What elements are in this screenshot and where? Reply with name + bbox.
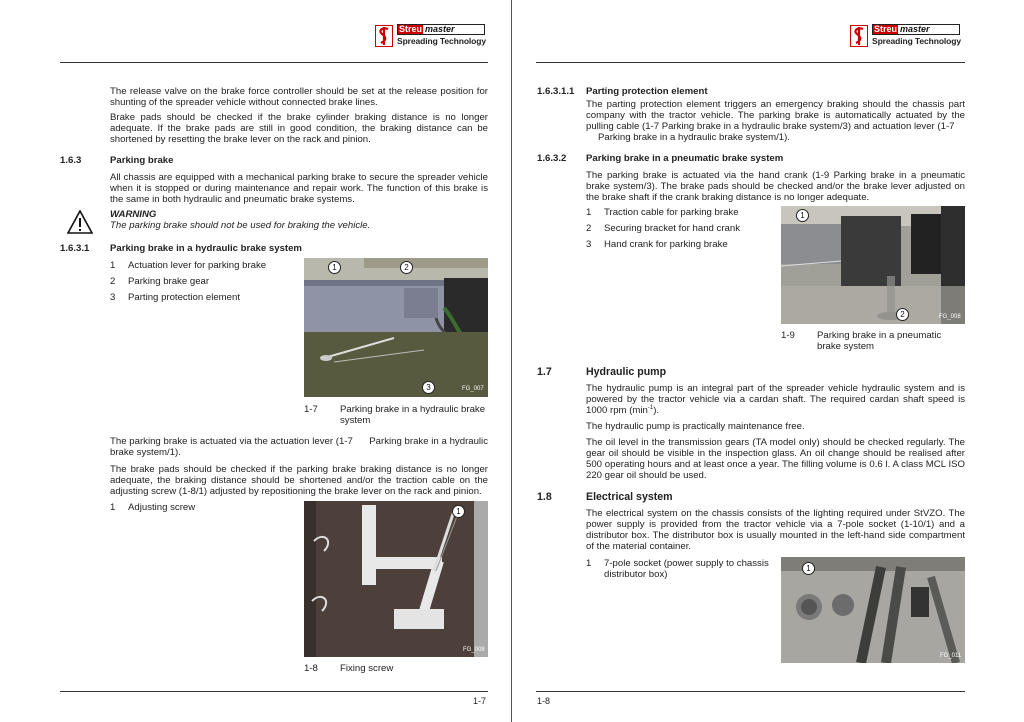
list-item: 1 Traction cable for parking brake [586, 207, 739, 218]
figure-caption-text: Parking brake in a pneumatic brake system [817, 330, 942, 353]
figure-id: FG_008 [939, 314, 961, 320]
para-pneumatic: The parking brake is actuated via the hand crank (1-9 Parking brake in a pneumatic brake system/3). The brake pads should be checked and/or the brake lever adjusted on the brake shaft if the crank braking distance is no longer adequate. [586, 170, 965, 204]
list-item: 3 Parting protection element [110, 292, 240, 304]
streumaster-logo-left [375, 24, 487, 50]
list-item: 2 Parking brake gear [110, 276, 210, 288]
para-pump-3: The oil level in the transmission gears (TA model only) should be checked regularly. The gear oil should be visible in the inspection glass. An oil change should be realised after 500 operating hours and at least once a year. The filling volume is 0.6 l. A class MCL ISO 220 gear oil should be used. [586, 437, 965, 482]
section-title-hydraulic-pump: Hydraulic pump [586, 366, 667, 378]
logo-brand: Streu master [397, 24, 485, 35]
figure-number: 1-8 [304, 663, 318, 674]
section-title-pneumatic-parking: Parking brake in a pneumatic brake system [586, 153, 784, 164]
warning-triangle-icon [67, 210, 93, 234]
figure-id: FG_011 [940, 653, 962, 659]
callout-2: 2 [896, 308, 909, 321]
page-spread-divider [511, 0, 512, 722]
logo-brand: Streu master [872, 24, 960, 35]
para-actuated: The parking brake is actuated via the actuation lever (1-7 Parking brake in a hydraulic brake system/1). [110, 436, 491, 459]
list-item: 1 7-pole socket (power supply to chassis distributor box) [586, 558, 769, 581]
section-title-parting-protection: Parting protection element [586, 86, 708, 97]
para-release-valve: The release valve on the brake force controller should be set at the release position for shunting of the spreader vehicle without connected brake lines. [110, 86, 488, 109]
figure-1-7-photo [304, 258, 488, 397]
callout-1: 1 [452, 505, 465, 518]
figure-caption-text: Parking brake in a hydraulic brake system [340, 404, 486, 427]
streumaster-logo-icon [375, 25, 393, 47]
section-number-1-6-3-2: 1.6.3.2 [537, 153, 567, 164]
figure-number: 1-9 [781, 330, 795, 341]
figure-id: FG_007 [462, 386, 484, 392]
para-parting: The parting protection element triggers an emergency braking should the chassis part company with the tractor vehicle. The parking brake is automatically actuated by the pulling cable (1-7 Parking brake in a hydraulic brake system/3) and actuation lever (1-7 [586, 99, 965, 133]
list-item: 1 Adjusting screw [110, 502, 196, 513]
page-number-right: 1-8 [537, 696, 551, 706]
list-item: 2 Securing bracket for hand crank [586, 223, 740, 235]
para-brake-pads-check: Brake pads should be checked if the brake cylinder braking distance is no longer adequate. If the brake pads are still in good condition, the braking distance can be shortened by resetting the brake lever on the rack and pinion. [110, 112, 488, 146]
list-adjusting [110, 502, 290, 518]
figure-caption-text: Fixing screw [340, 663, 394, 674]
para-pump-2: The hydraulic pump is practically maintenance free. [586, 421, 805, 432]
para-parking-brake: All chassis are equipped with a mechanical parking brake to secure the spreader vehicle when it is stopped or during maintenance and repair work. The function of this brake is the same in both hydraulic and pneumatic brake systems. [110, 172, 488, 206]
warning-title: WARNING [110, 209, 157, 220]
callout-1: 1 [328, 261, 341, 274]
figure-1-8-caption [304, 663, 488, 674]
callout-3: 3 [422, 381, 435, 394]
para-pump-1: The hydraulic pump is an integral part of the spreader vehicle hydraulic system and is powered by the tractor vehicle via a cardan shaft. The required cardan shaft speed is 1000 rpm $(\min^{-1})$. [586, 383, 965, 417]
list-item: 1 Actuation lever for parking brake [110, 260, 267, 271]
footer-rule-left [60, 691, 488, 692]
figure-1-9-photo [781, 206, 965, 324]
callout-1: 1 [802, 562, 815, 575]
figure-1-7-caption [304, 404, 488, 426]
figure-1-10-photo [781, 557, 965, 663]
list-item: 3 Hand crank for parking brake [586, 239, 728, 251]
section-number-1-6-3-1-1: 1.6.3.1.1 [537, 86, 575, 97]
list-hydraulic-parts [110, 260, 300, 308]
streumaster-logo-right [850, 24, 962, 50]
logo-tagline: Spreading Technology [397, 36, 486, 46]
para-electrical: The electrical system on the chassis consists of the lighting required under StVZO. The power supply is provided from the tractor vehicle via a 7-pole socket (1-10/1) and a distributor box. The distributor box is usually mounted in the left-hand side compartment of the material container. [586, 508, 965, 553]
para-parting-cont: Parking brake in a hydraulic brake system/1). [598, 132, 790, 143]
para-brake-pads-parking: The brake pads should be checked if the parking brake braking distance is no longer adequate, the braking distance should be shortened and/or the traction cable on the adjusting screw (1-8/1) adjusted by repositioning the brake lever on the rack and pinion. [110, 464, 488, 498]
section-number-1-6-3-1: 1.6.3.1 [60, 243, 90, 254]
figure-1-9-caption [781, 330, 965, 352]
figure-id: FG_008 [463, 647, 485, 653]
section-title-electrical-system: Electrical system [586, 491, 673, 503]
callout-1: 1 [796, 209, 809, 222]
footer-rule-right [536, 691, 965, 692]
section-title-hydraulic-parking: Parking brake in a hydraulic brake system [110, 243, 302, 254]
figure-number: 1-7 [304, 404, 318, 415]
section-title-parking-brake: Parking brake [110, 155, 174, 166]
section-number-1-8: 1.8 [537, 491, 552, 503]
header-rule-right [536, 62, 965, 63]
header-rule-left [60, 62, 488, 63]
streumaster-logo-icon [850, 25, 868, 47]
warning-text: The parking brake should not be used for braking the vehicle. [110, 220, 371, 231]
section-number-1-7: 1.7 [537, 366, 552, 378]
list-pneumatic-parts [586, 207, 776, 255]
list-electrical [586, 558, 776, 585]
page-number-left: 1-7 [473, 696, 487, 706]
logo-tagline: Spreading Technology [872, 36, 961, 46]
callout-2: 2 [400, 261, 413, 274]
figure-1-8-photo [304, 501, 488, 657]
section-number-1-6-3: 1.6.3 [60, 155, 82, 166]
